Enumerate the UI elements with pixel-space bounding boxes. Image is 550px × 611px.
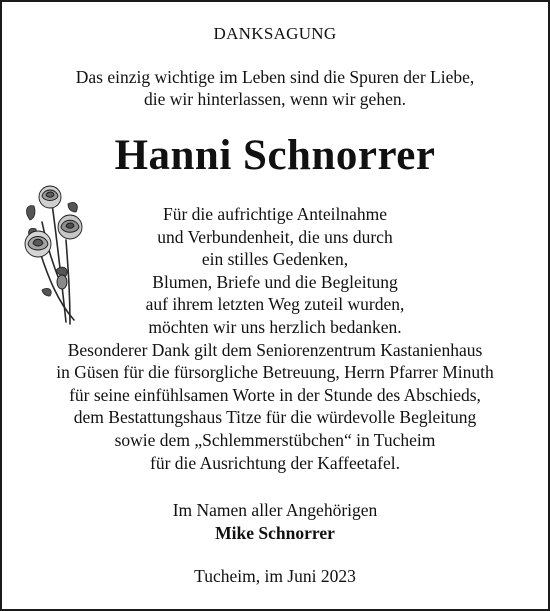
signoff-line: Im Namen aller Angehörigen — [172, 500, 378, 520]
thanks-line: sowie dem „Schlemmerstübchen“ in Tucheim — [114, 429, 436, 450]
signoff — [2, 499, 548, 544]
motto-line-2: die wir hinterlassen, wenn wir gehen. — [144, 89, 406, 109]
place-date: Tucheim, im Juni 2023 — [194, 566, 356, 586]
motto-quote — [2, 66, 548, 110]
thanks-line: und Verbundenheit, die uns durch — [157, 226, 393, 247]
thanks-line: in Güsen für die fürsorgliche Betreuung, Herrn Pfarrer Minuth — [56, 362, 494, 383]
thanks-line: möchten wir uns herzlich bedanken. — [148, 316, 402, 337]
thanks-line: ein stilles Gedenken, — [201, 249, 349, 270]
thanks-line: dem Bestattungshaus Titze für die würdevolle Begleitung — [73, 407, 477, 428]
thank-you-text — [2, 203, 548, 474]
thanks-line: für seine einfühlsamen Worte in der Stunde des Abschieds, — [69, 384, 481, 405]
notice-heading: DANKSAGUNG — [213, 24, 337, 43]
thanks-line: für die Ausrichtung der Kaffeetafel. — [150, 452, 400, 473]
signer-name: Mike Schnorrer — [215, 522, 335, 543]
thanks-line: Für die aufrichtige Anteilnahme — [162, 204, 388, 224]
thanks-line: auf ihrem letzten Weg zuteil wurden, — [145, 294, 405, 315]
deceased-name: Hanni Schnorrer — [114, 132, 436, 179]
thanks-line: Besonderer Dank gilt dem Seniorenzentrum Kastanienhaus — [67, 339, 483, 360]
thanks-line: Blumen, Briefe und die Begleitung — [152, 271, 398, 292]
motto-line-1: Das einzig wichtige im Leben sind die Spuren der Liebe, — [75, 67, 475, 87]
